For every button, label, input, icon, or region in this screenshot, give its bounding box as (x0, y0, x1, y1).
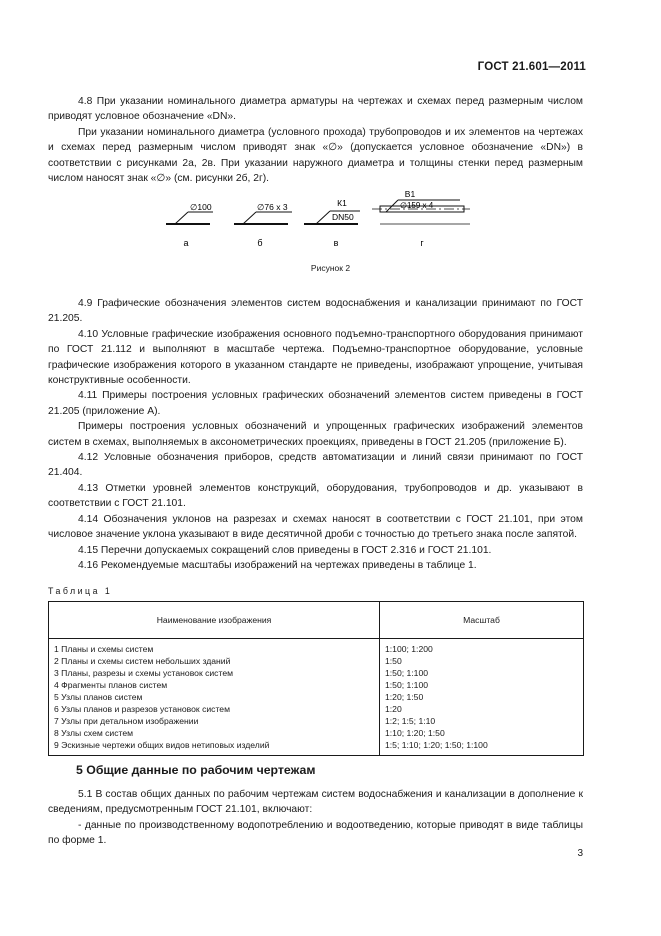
table-row (49, 692, 584, 704)
paragraph: 4.14 Обозначения уклонов на разрезах и схемах наносят в соответствии с ГОСТ 21.101, при этом числовое значение уклона указывают в виде десятичной дроби с точностью до третьего знака после запятой. (48, 513, 583, 541)
paragraph: 4.8 При указании номинального диаметра арматуры на чертежах и схемах перед размерным числом приводят условное обозначение «DN». (48, 96, 583, 123)
page-number: 3 (577, 848, 583, 859)
table-cell: 6 Узлы планов и разрезов установок систем (49, 704, 380, 716)
table-row (49, 639, 584, 657)
figure-2g-letter: г (420, 238, 424, 248)
figure-2a (166, 202, 213, 248)
scale-table (48, 601, 584, 756)
paragraph: 4.12 Условные обозначения приборов, средств автоматизации и линий связи принимают по ГОСТ 21.404. (48, 452, 583, 479)
table-cell: 1:20; 1:50 (380, 692, 584, 704)
paragraph: 4.10 Условные графические изображения основного подъемно-транспортного оборудования принимают по ГОСТ 21.112 и выполняют в масштабе чертежа. Подъемно-транспортное оборудование, условные графические изображения которого в указанном стандарте не приведены, изображают упрощение, учитывая конструктивные особенности. (48, 328, 583, 387)
figure-2b (234, 202, 292, 248)
table-cell: 1:100; 1:200 (380, 639, 584, 657)
document-header: ГОСТ 21.601—2011 (477, 61, 586, 73)
table-cell: 3 Планы, разрезы и схемы установок систем (49, 668, 380, 680)
text-block-4-9-4-16 (48, 296, 583, 573)
paragraph: 4.11 Примеры построения условных графических обозначений элементов систем приведены в ГОСТ 21.205 (приложение А). (48, 390, 583, 417)
text-block-4-8 (48, 94, 583, 186)
table-row (49, 740, 584, 756)
table-cell: 8 Узлы схем систем (49, 728, 380, 740)
paragraph: 4.16 Рекомендуемые масштабы изображений на чертежах приведены в таблице 1. (78, 559, 477, 571)
table-cell: 1 Планы и схемы систем (49, 639, 380, 657)
paragraph: 4.9 Графические обозначения элементов систем водоснабжения и канализации принимают по ГОСТ 21.205. (48, 298, 583, 325)
figure-2b-label: ∅76 х 3 (257, 202, 288, 212)
table-row (49, 668, 584, 680)
text-block-5-1 (48, 787, 583, 849)
table-header-row (49, 602, 584, 639)
figure-2v-letter: в (333, 238, 339, 248)
table-cell: 9 Эскизные чертежи общих видов нетиповых изделий (49, 740, 380, 756)
figure-2b-letter: б (257, 238, 263, 248)
table-row (49, 680, 584, 692)
figure-2-drawing (160, 186, 480, 251)
figure-2v-label: DN50 (332, 212, 354, 222)
paragraph: Примеры построения условных обозначений и упрощенных графических изображений элементов систем в схемах, выполняемых в аксонометрических проекциях, приведены в ГОСТ 21.205 (приложение Б). (48, 421, 583, 448)
paragraph: При указании номинального диаметра (условного прохода) трубопроводов и их элементов на чертежах и схемах перед размерным числом приводят знак «∅» (допускается условное обозначение «DN») в соответствии с рисунками 2а, 2в. При указании наружного диаметра и толщины стенки перед размерным числом наносят знак «∅» (см. рисунки 2б, 2г). (48, 126, 583, 185)
table-row (49, 704, 584, 716)
table-cell: 5 Узлы планов систем (49, 692, 380, 704)
table-cell: 1:50; 1:100 (380, 680, 584, 692)
figure-2g-label: ∅159 х 4 (400, 201, 434, 210)
figure-2g-top: В1 (404, 189, 416, 199)
table-cell: 1:5; 1:10; 1:20; 1:50; 1:100 (380, 740, 584, 756)
table-cell: 7 Узлы при детальном изображении (49, 716, 380, 728)
table-caption: Таблица 1 (48, 586, 113, 596)
figure-2v-top: К1 (337, 198, 347, 208)
table-cell: 1:10; 1:20; 1:50 (380, 728, 584, 740)
figure-2a-letter: а (183, 238, 189, 248)
paragraph: 4.15 Перечни допускаемых сокращений слов приведены в ГОСТ 2.316 и ГОСТ 21.101. (78, 544, 492, 556)
figure-2a-label: ∅100 (190, 202, 212, 212)
section-5-title: 5 Общие данные по рабочим чертежам (76, 763, 316, 777)
table-row (49, 656, 584, 668)
table-cell: 1:50; 1:100 (380, 668, 584, 680)
table-row (49, 728, 584, 740)
table-header-name: Наименование изображения (49, 602, 380, 639)
figure-2v (304, 198, 360, 248)
table-cell: 1:50 (380, 656, 584, 668)
table-header-scale: Масштаб (380, 602, 584, 639)
paragraph: - данные по производственному водопотреблению и водоотведению, которые приводят в виде таблицы по форме 1. (48, 819, 583, 847)
figure-2g (372, 189, 470, 248)
table-cell: 1:20 (380, 704, 584, 716)
table-cell: 2 Планы и схемы систем небольших зданий (49, 656, 380, 668)
figure-caption: Рисунок 2 (310, 263, 351, 273)
paragraph: 4.13 Отметки уровней элементов конструкций, оборудования, трубопроводов и др. указывают в соответствии с ГОСТ 21.101. (48, 482, 583, 510)
table-row (49, 716, 584, 728)
table-cell: 1:2; 1:5; 1:10 (380, 716, 584, 728)
paragraph: 5.1 В состав общих данных по рабочим чертежам систем водоснабжения и канализации в дополнение к сведениям, предусмотренным ГОСТ 21.101, включают: (48, 789, 583, 816)
table-cell: 4 Фрагменты планов систем (49, 680, 380, 692)
